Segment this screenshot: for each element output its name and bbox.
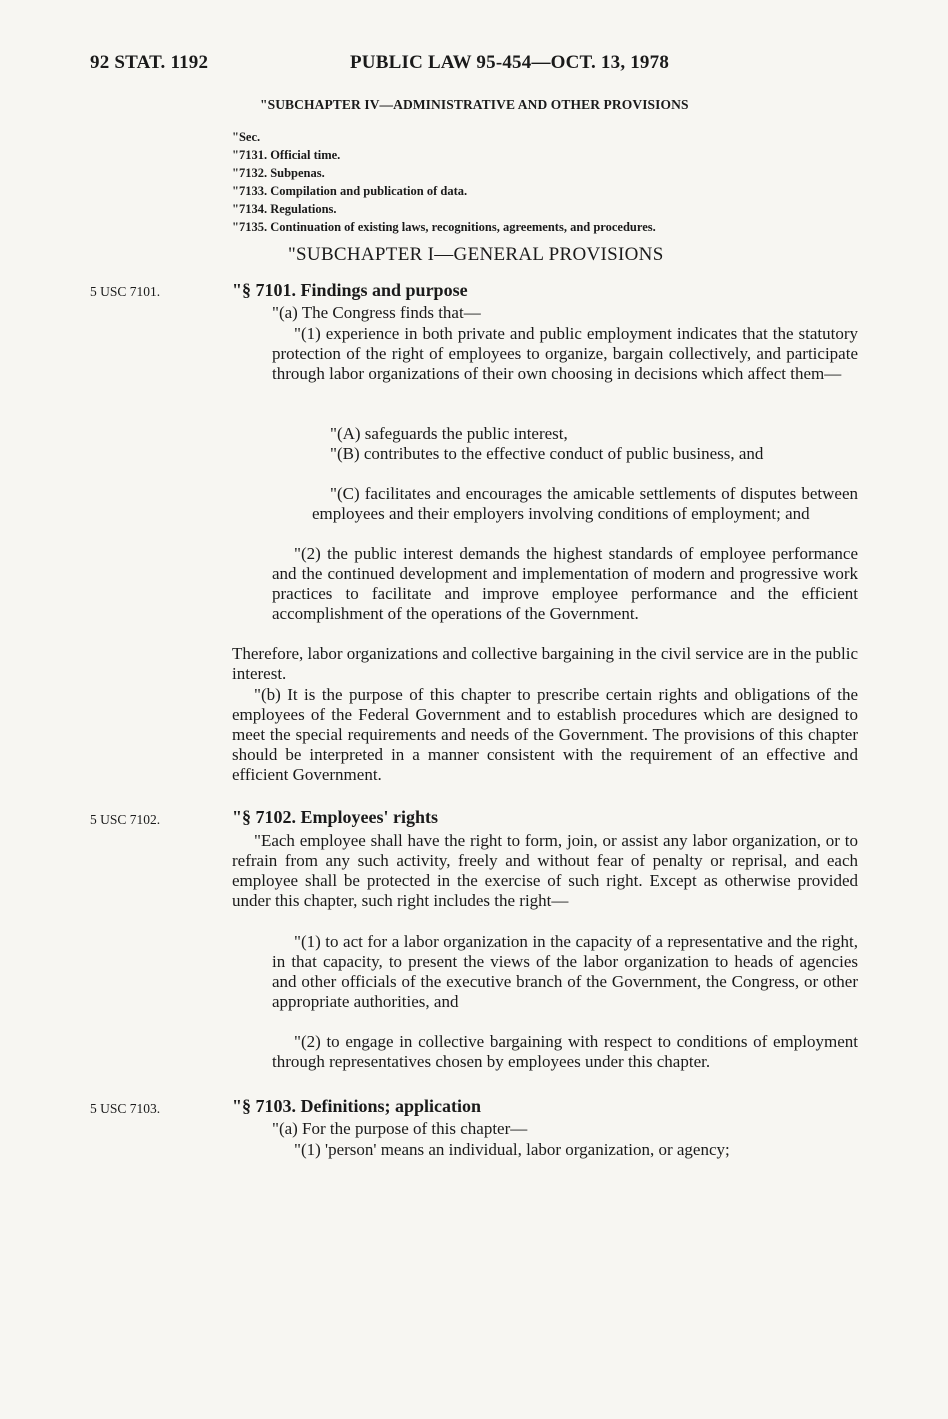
margin-note-7103: 5 USC 7103. <box>90 1101 161 1116</box>
toc-item: "7132. Subpenas. <box>232 166 325 180</box>
subchapter-heading: "SUBCHAPTER I—GENERAL PROVISIONS <box>288 244 664 265</box>
paragraph-7102-2: "(2) to engage in collective bargaining with respect to conditions of employment through representatives chosen by employees under this chapter. <box>272 1032 858 1071</box>
paragraph-7101-a: "(a) The Congress finds that— <box>272 303 481 322</box>
margin-note-7101: 5 USC 7101. <box>90 284 161 299</box>
paragraph-7101-a1A: "(A) safeguards the public interest, <box>330 424 568 443</box>
paragraph-7101-a1: "(1) experience in both private and public employment indicates that the statutory protection of the right of employees to organize, bargain collectively, and participate through labor organizations of their own choosing in decisions which affect them— <box>272 324 858 383</box>
paragraph-7103-a1: "(1) 'person' means an individual, labor organization, or agency; <box>294 1140 730 1159</box>
section-heading-7101: "§ 7101. Findings and purpose <box>232 280 468 300</box>
paragraph-7101-a1C: "(C) facilitates and encourages the amicable settlements of disputes between employees and their employers involving conditions of employment; and <box>312 484 858 523</box>
paragraph-7101-a1B: "(B) contributes to the effective conduct of public business, and <box>330 444 764 463</box>
toc-title: "SUBCHAPTER IV—ADMINISTRATIVE AND OTHER PROVISIONS <box>260 97 689 112</box>
paragraph-7102-intro: "Each employee shall have the right to form, join, or assist any labor organization, or to refrain from any such activity, freely and without fear of penalty or reprisal, and each employee shall be protected in the exercise of such right. Except as otherwise provided under this chapter, such right includes the right— <box>232 831 858 910</box>
section-heading-7102: "§ 7102. Employees' rights <box>232 807 438 827</box>
margin-note-7102: 5 USC 7102. <box>90 812 161 827</box>
toc-item: "7131. Official time. <box>232 148 341 162</box>
paragraph-7101-b: "(b) It is the purpose of this chapter to prescribe certain rights and obligations of the employees of the Federal Government and to establish procedures which are designed to meet the special requirements and needs of the Government. The provisions of this chapter should be interpreted in a manner consistent with the requirement of an effective and efficient Government. <box>232 685 858 784</box>
law-reference: PUBLIC LAW 95-454—OCT. 13, 1978 <box>350 52 670 73</box>
paragraph-7101-a2: "(2) the public interest demands the highest standards of employee performance and the continued development and implementation of modern and progressive work practices to facilitate and improve employee performance and the efficient accomplishment of the operations of the Government. <box>272 544 858 623</box>
toc-item: "7134. Regulations. <box>232 202 337 216</box>
paragraph-7102-1: "(1) to act for a labor organization in the capacity of a representative and the right, in that capacity, to present the views of the labor organization to heads of agencies and other officials of the executive branch of the Government, the Congress, or other appropriate authorities, and <box>272 932 858 1011</box>
paragraph-7101-therefore: Therefore, labor organizations and collective bargaining in the civil service are in the public interest. <box>232 644 858 683</box>
toc-item: "7135. Continuation of existing laws, recognitions, agreements, and procedures. <box>232 220 656 234</box>
paragraph-7103-a: "(a) For the purpose of this chapter— <box>272 1119 528 1138</box>
toc-item: "7133. Compilation and publication of data. <box>232 184 468 198</box>
section-heading-7103: "§ 7103. Definitions; application <box>232 1096 482 1116</box>
toc-sec-label: "Sec. <box>232 130 261 144</box>
page-reference: 92 STAT. 1192 <box>90 52 209 73</box>
